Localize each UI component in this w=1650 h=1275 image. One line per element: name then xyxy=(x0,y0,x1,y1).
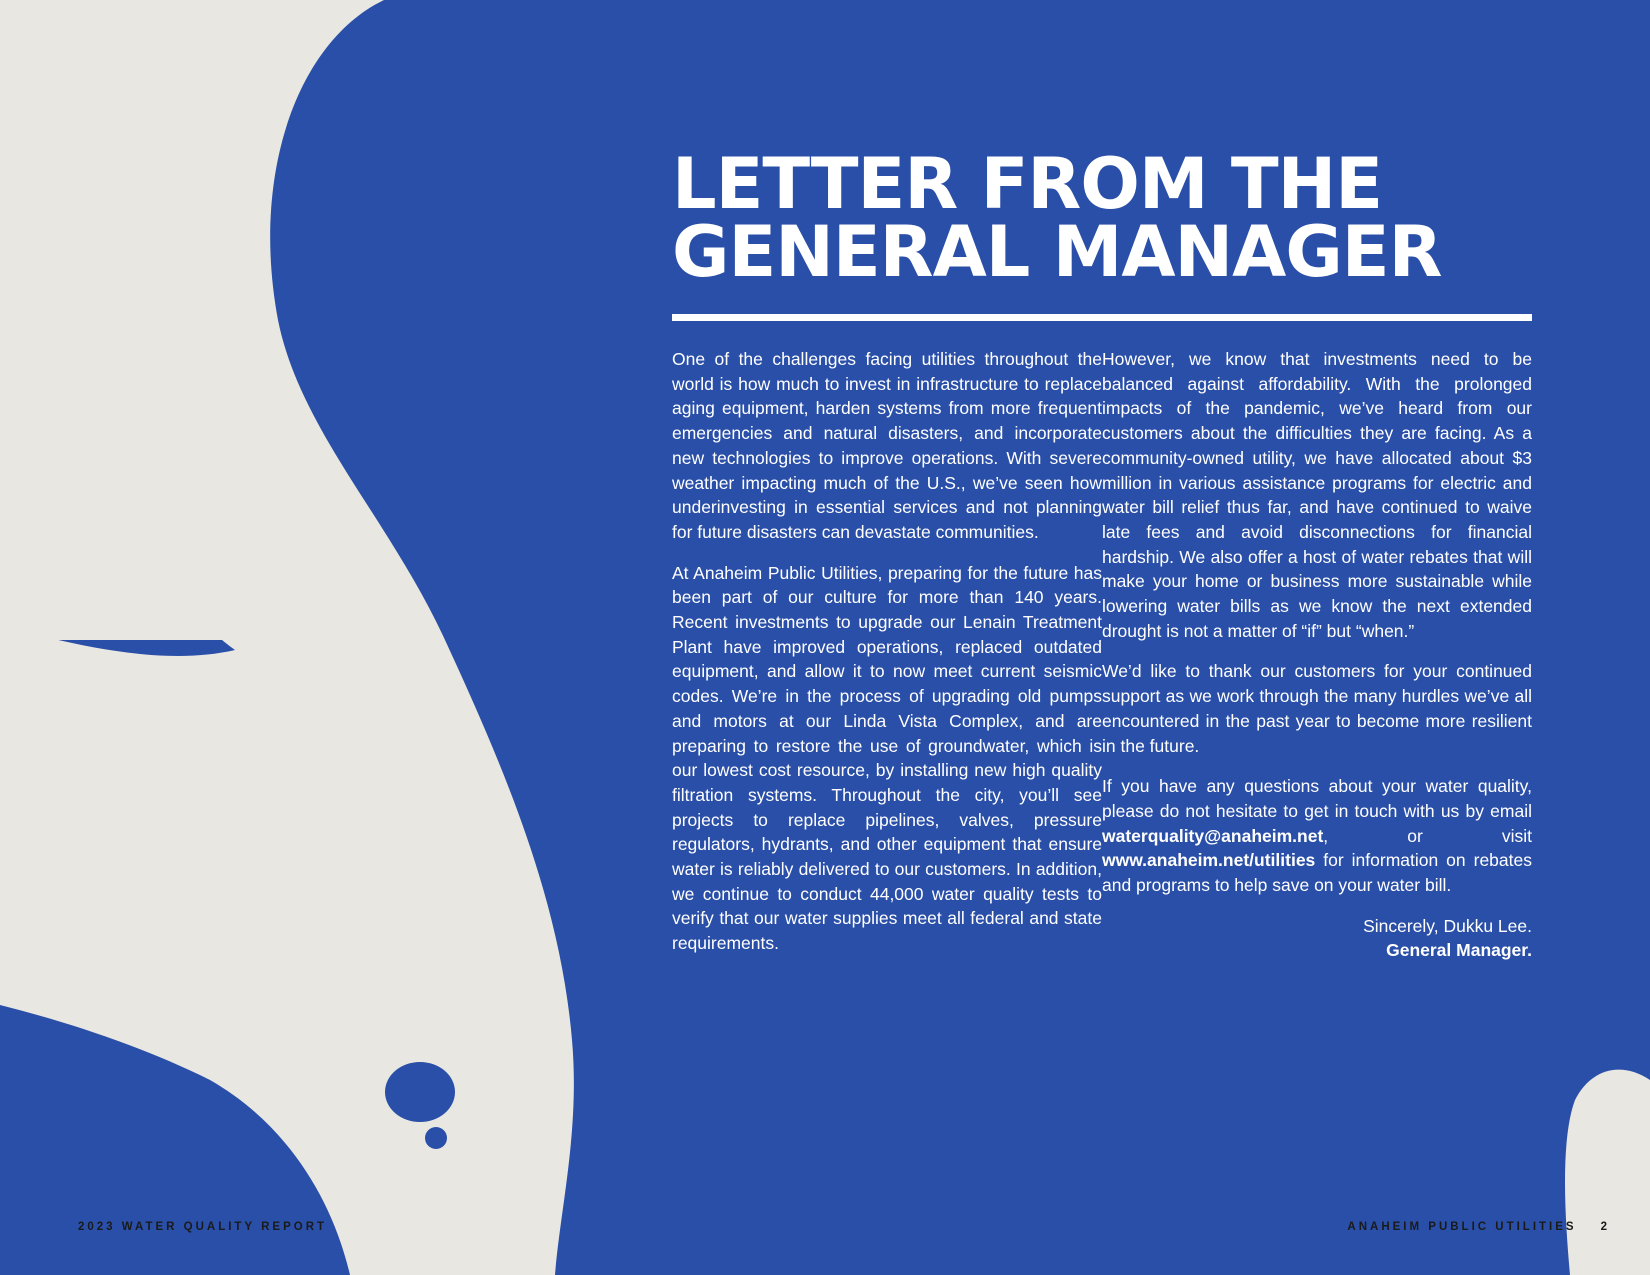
signature-block xyxy=(1102,914,1532,963)
contact-text-b: , or visit xyxy=(1323,825,1532,846)
letter-columns xyxy=(672,347,1532,972)
title-line-1: LETTER FROM THE xyxy=(672,143,1383,225)
left-paragraph-1: One of the challenges facing utilities throughout the world is how much to invest in infrastructure to replace aging equipment, harden systems from more frequent emergencies and natural disasters, and incorporate new technologies to improve operations. With severe weather impacting much of the U.S., we’ve seen how underinvesting in essential services and not planning for future disasters can devastate communities. xyxy=(672,349,1102,542)
right-column xyxy=(1102,347,1532,972)
left-paragraph-2: At Anaheim Public Utilities, preparing for the future has been part of our culture for more than 140 years. Recent investments to upgrade our Lenain Treatment Plant have improved operations, replaced outdated equipment, and allow it to now meet current seismic codes. We’re in the process of upgrading old pumps and motors at our Linda Vista Complex, and are preparing to restore the use of groundwater, which is our lowest cost resource, by installing new high quality filtration systems. Throughout the city, you’ll see projects to replace pipelines, valves, pressure regulators, hydrants, and other equipment that ensure water is reliably delivered to our customers. In addition, we continue to conduct 44,000 water quality tests to verify that our water supplies meet all federal and state requirements. xyxy=(672,562,1102,954)
cream-corner-shape xyxy=(1565,1070,1650,1275)
page-number: 2 xyxy=(1600,1221,1610,1233)
small-drop-shape xyxy=(425,1127,447,1149)
contact-text-a: If you have any questions about your water quality, please do not hesitate to get in touch with us by email xyxy=(1102,776,1532,821)
footer-organization: ANAHEIM PUBLIC UTILITIES xyxy=(1347,1221,1577,1233)
large-drop-shape xyxy=(385,1062,455,1122)
title-divider xyxy=(672,314,1532,321)
right-paragraph-1: However, we know that investments need to be balanced against affordability. With the prolonged impacts of the pandemic, we’ve heard from our customers about the difficulties they are facing. As a community-owned utility, we have allocated about $3 million in various assistance programs for electric and water bill relief thus far, and have continued to waive late fees and avoid disconnections for financial hardship. We also offer a host of water rebates that will make your home or business more sustainable while lowering water bills as we know the next extended drought is not a matter of “if” but “when.” xyxy=(1102,349,1532,641)
title-line-2: GENERAL MANAGER xyxy=(672,211,1442,293)
footer-right xyxy=(1347,1221,1610,1233)
signature-title: General Manager. xyxy=(1386,940,1532,961)
right-paragraph-2: We’d like to thank our customers for your continued support as we work through the many hurdles we’ve all encountered in the past year to become more resilient in the future. xyxy=(1102,661,1532,756)
email-link[interactable]: waterquality@anaheim.net xyxy=(1102,825,1324,846)
website-link[interactable]: www.anaheim.net/utilities xyxy=(1102,850,1316,871)
left-column xyxy=(672,347,1102,972)
footer-report-title: 2023 WATER QUALITY REPORT xyxy=(78,1221,328,1233)
signature-line: Sincerely, Dukku Lee. xyxy=(1363,915,1532,936)
right-paragraph-3 xyxy=(1102,774,1532,898)
letter-content xyxy=(672,143,1532,972)
page-title xyxy=(672,143,1532,293)
contact-text-c: for information on rebates and programs to help save on your water bill. xyxy=(1102,850,1532,896)
